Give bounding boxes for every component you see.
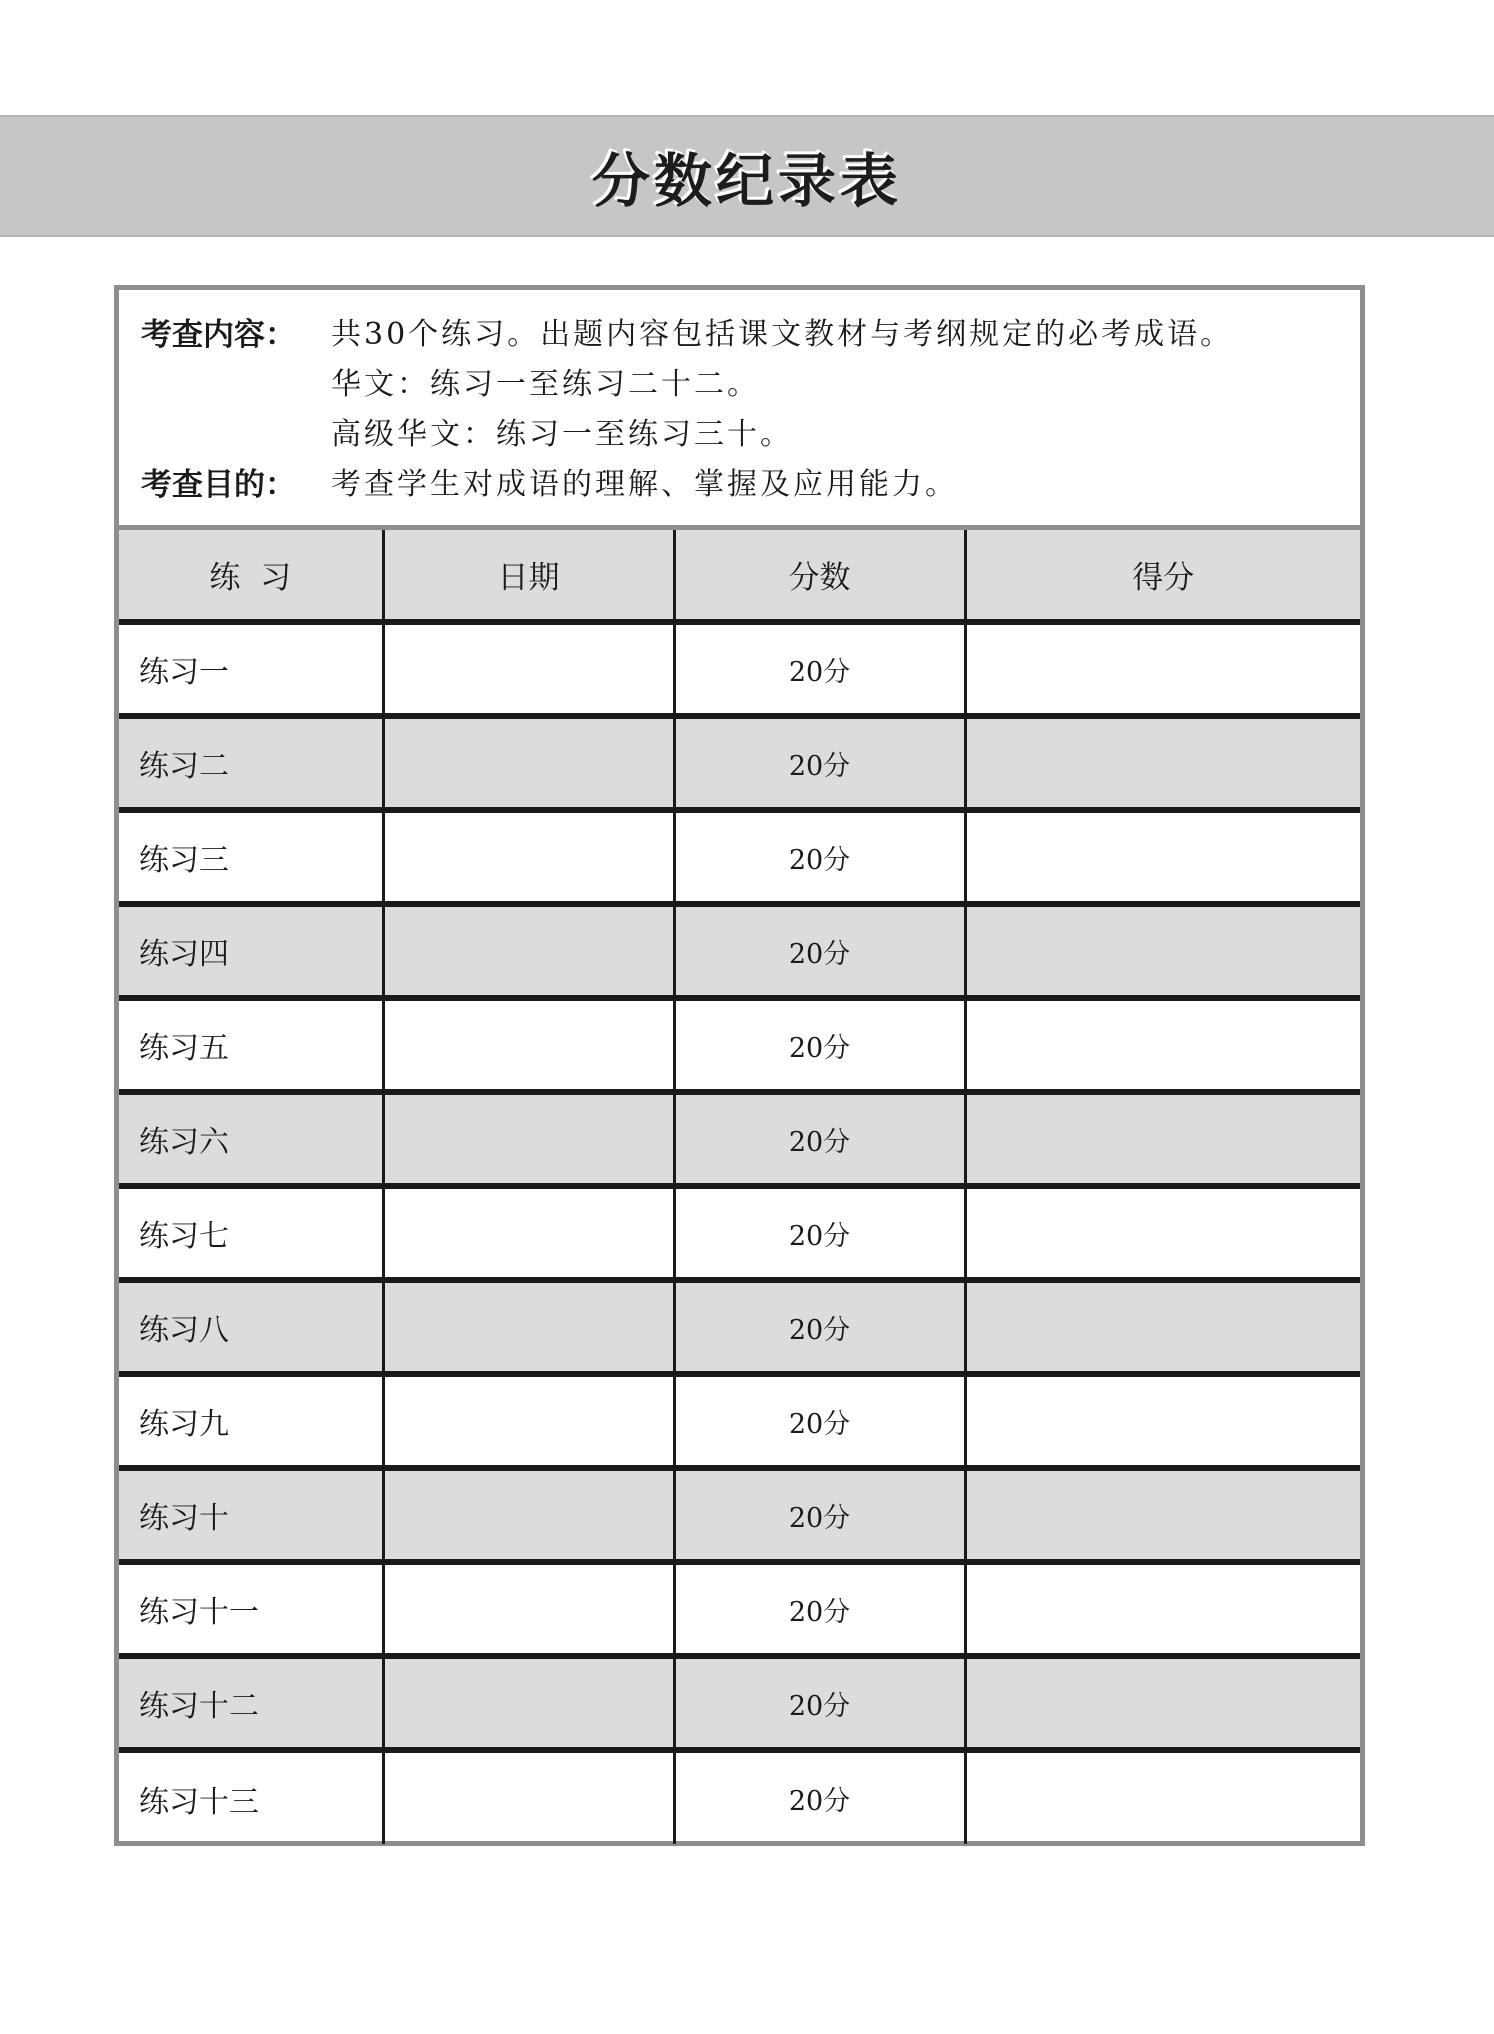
date-cell[interactable]: [383, 1750, 674, 1844]
score-cell: 20分: [674, 1562, 965, 1656]
score-table: [119, 530, 1360, 1844]
table-row: [119, 1468, 1360, 1562]
exercise-cell: 练习十二: [119, 1656, 383, 1750]
exercise-cell: 练习十: [119, 1468, 383, 1562]
table-row: [119, 1280, 1360, 1374]
earned-cell[interactable]: [965, 904, 1360, 998]
earned-cell[interactable]: [965, 810, 1360, 904]
table-row: [119, 1186, 1360, 1280]
score-record-frame: [114, 285, 1365, 1846]
earned-cell[interactable]: [965, 1468, 1360, 1562]
score-cell: 20分: [674, 716, 965, 810]
exercise-cell: 练习十三: [119, 1750, 383, 1844]
exercise-cell: 练习一: [119, 622, 383, 716]
content-label: 考查内容：: [141, 317, 296, 353]
exercise-cell: 练习二: [119, 716, 383, 810]
info-box: [119, 290, 1360, 530]
info-purpose-line: [141, 460, 1360, 510]
table-row: [119, 1750, 1360, 1844]
date-cell[interactable]: [383, 1092, 674, 1186]
score-cell: 20分: [674, 810, 965, 904]
date-cell[interactable]: [383, 1280, 674, 1374]
earned-cell[interactable]: [965, 622, 1360, 716]
score-cell: 20分: [674, 1750, 965, 1844]
earned-cell[interactable]: [965, 1750, 1360, 1844]
score-cell: 20分: [674, 904, 965, 998]
earned-cell[interactable]: [965, 716, 1360, 810]
earned-cell[interactable]: [965, 1562, 1360, 1656]
earned-cell[interactable]: [965, 1656, 1360, 1750]
table-row: [119, 904, 1360, 998]
date-cell[interactable]: [383, 1468, 674, 1562]
exercise-cell: 练习十一: [119, 1562, 383, 1656]
content-text-3: 高级华文：练习一至练习三十。: [331, 417, 793, 452]
header-earned: 得分: [965, 530, 1360, 622]
table-header-row: [119, 530, 1360, 622]
purpose-label: 考查目的：: [141, 467, 296, 503]
table-row: [119, 1092, 1360, 1186]
table-row: [119, 622, 1360, 716]
exercise-cell: 练习三: [119, 810, 383, 904]
exercise-cell: 练习五: [119, 998, 383, 1092]
table-row: [119, 810, 1360, 904]
earned-cell[interactable]: [965, 1280, 1360, 1374]
earned-cell[interactable]: [965, 1186, 1360, 1280]
exercise-cell: 练习八: [119, 1280, 383, 1374]
score-cell: 20分: [674, 1656, 965, 1750]
table-row: [119, 1656, 1360, 1750]
date-cell[interactable]: [383, 1656, 674, 1750]
table-row: [119, 998, 1360, 1092]
date-cell[interactable]: [383, 904, 674, 998]
score-cell: 20分: [674, 1092, 965, 1186]
earned-cell[interactable]: [965, 1092, 1360, 1186]
date-cell[interactable]: [383, 716, 674, 810]
info-content-line-3: [141, 410, 1360, 460]
date-cell[interactable]: [383, 622, 674, 716]
page-title: 分数纪录表: [591, 147, 902, 215]
info-content-line-1: [141, 310, 1360, 360]
exercise-cell: 练习九: [119, 1374, 383, 1468]
score-cell: 20分: [674, 1374, 965, 1468]
date-cell[interactable]: [383, 1186, 674, 1280]
table-row: [119, 1374, 1360, 1468]
earned-cell[interactable]: [965, 998, 1360, 1092]
earned-cell[interactable]: [965, 1374, 1360, 1468]
date-cell[interactable]: [383, 1562, 674, 1656]
exercise-cell: 练习四: [119, 904, 383, 998]
content-text-2: 华文：练习一至练习二十二。: [331, 367, 760, 402]
header-exercise: 练 习: [119, 530, 383, 622]
score-cell: 20分: [674, 1280, 965, 1374]
date-cell[interactable]: [383, 998, 674, 1092]
score-cell: 20分: [674, 622, 965, 716]
score-cell: 20分: [674, 1186, 965, 1280]
title-banner: [0, 115, 1494, 237]
score-cell: 20分: [674, 1468, 965, 1562]
table-row: [119, 1562, 1360, 1656]
table-row: [119, 716, 1360, 810]
score-cell: 20分: [674, 998, 965, 1092]
exercise-cell: 练习六: [119, 1092, 383, 1186]
content-text-1: 共30个练习。出题内容包括课文教材与考纲规定的必考成语。: [331, 317, 1234, 352]
date-cell[interactable]: [383, 1374, 674, 1468]
header-date: 日期: [383, 530, 674, 622]
date-cell[interactable]: [383, 810, 674, 904]
header-score: 分数: [674, 530, 965, 622]
exercise-cell: 练习七: [119, 1186, 383, 1280]
purpose-text: 考查学生对成语的理解、掌握及应用能力。: [331, 467, 958, 502]
info-content-line-2: [141, 360, 1360, 410]
